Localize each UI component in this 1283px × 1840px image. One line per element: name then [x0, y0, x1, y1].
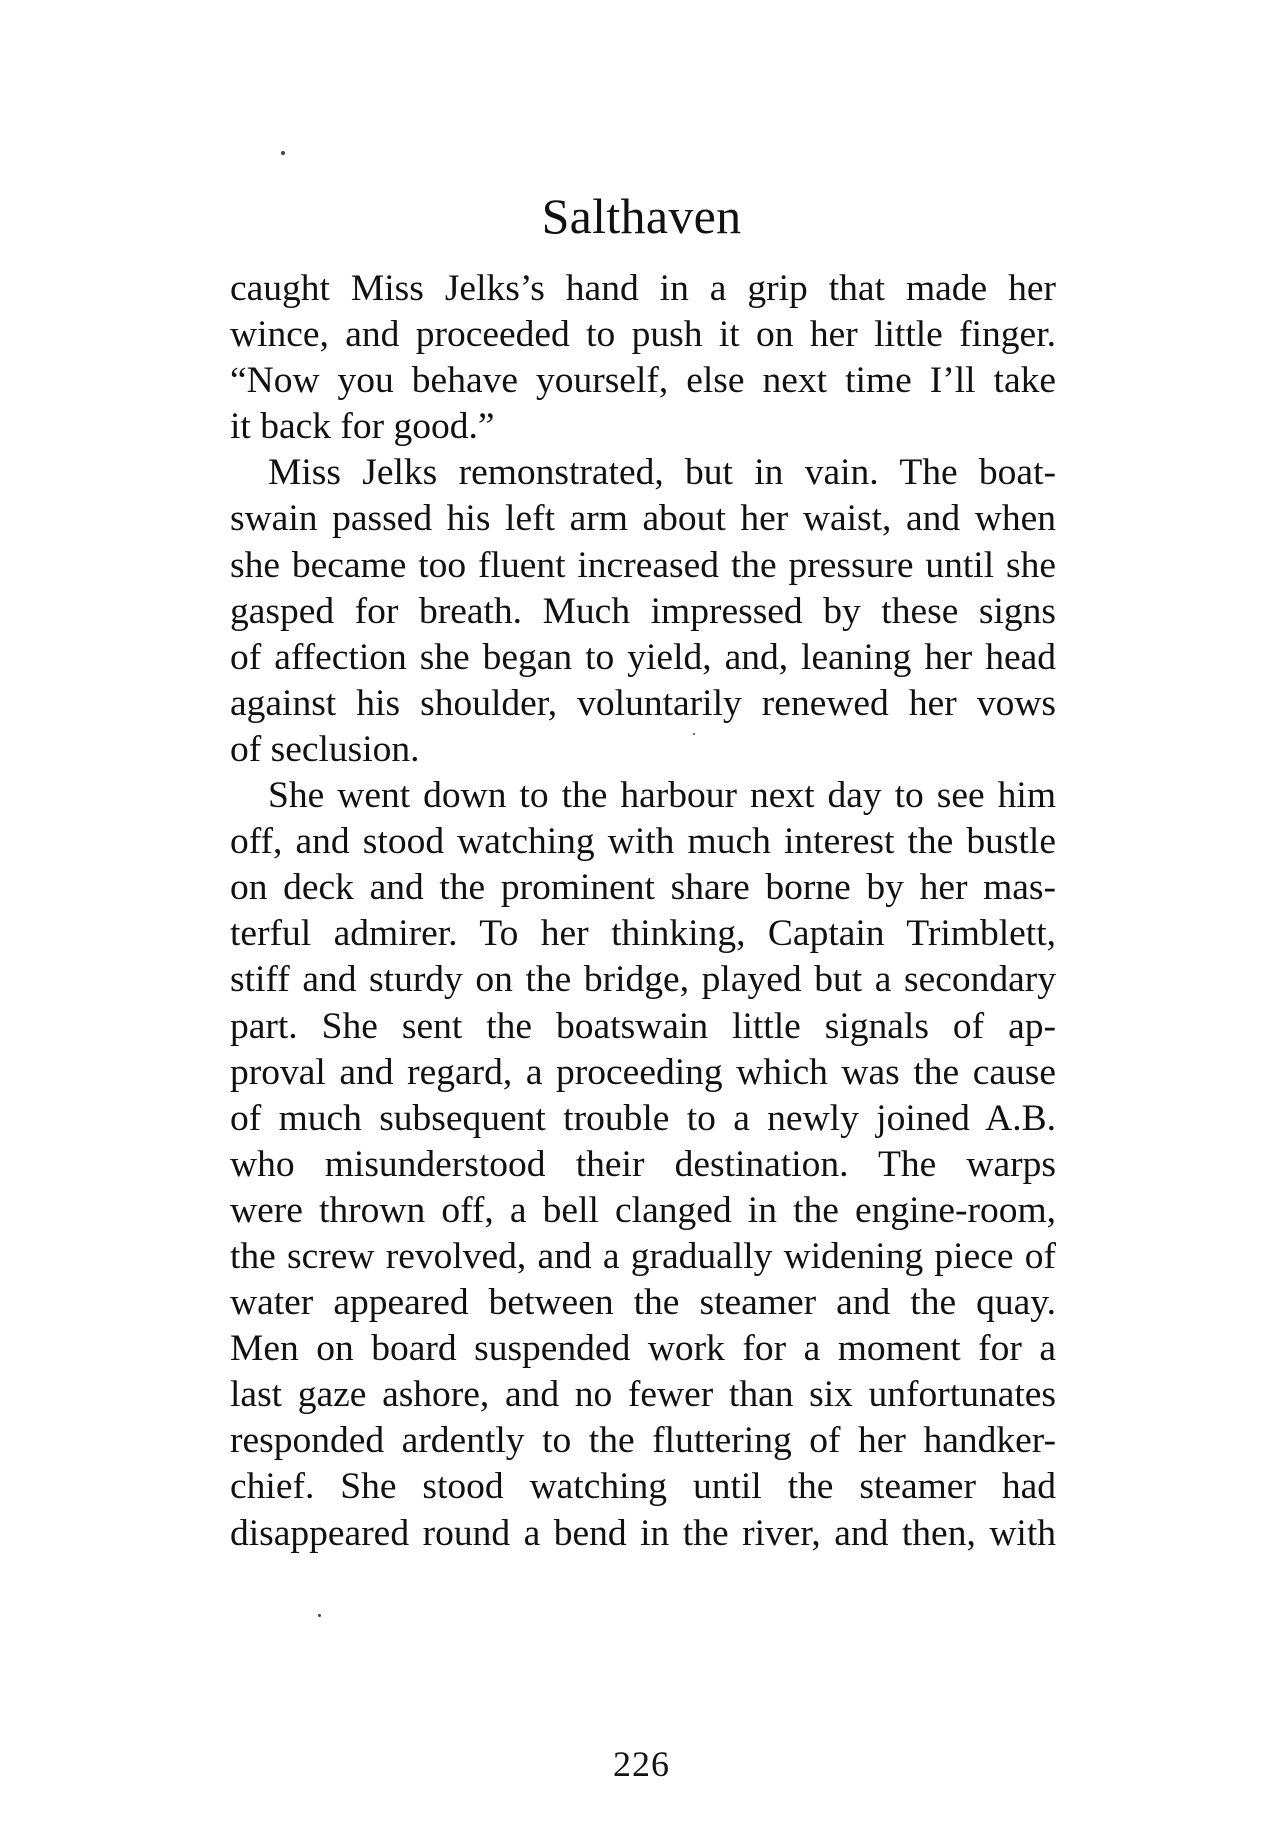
text-line: terful admirer. To her thinking, Captain Trimblett, — [230, 913, 1056, 955]
text-line: stiff and sturdy on the bridge, played but a secondary — [230, 959, 1056, 1001]
text-line: Men on board suspended work for a moment for a — [230, 1328, 1056, 1370]
page-number: 226 — [613, 1744, 670, 1784]
text-line: chief. She stood watching until the steamer had — [230, 1466, 1056, 1508]
text-line: against his shoulder, voluntarily renewed her vows — [230, 682, 1056, 724]
text-line: Miss Jelks remonstrated, but in vain. The boat- — [268, 452, 1056, 494]
text-line: were thrown off, a bell clanged in the engine-room, — [230, 1189, 1056, 1231]
text-line: water appeared between the steamer and the quay. — [230, 1282, 1056, 1324]
text-line: swain passed his left arm about her waist, and when — [230, 498, 1056, 540]
text-line: of affection she began to yield, and, leaning her head — [230, 636, 1056, 678]
text-line: responded ardently to the fluttering of her handker- — [230, 1420, 1056, 1462]
text-line: She went down to the harbour next day to see him — [268, 775, 1056, 817]
text-line: proval and regard, a proceeding which was the cause — [230, 1051, 1056, 1093]
text-line: off, and stood watching with much interest the bustle — [230, 821, 1056, 863]
text-line: last gaze ashore, and no fewer than six unfortunates — [230, 1374, 1056, 1416]
text-line: of much subsequent trouble to a newly joined A.B. — [230, 1097, 1056, 1139]
text-line: of seclusion. — [230, 728, 420, 770]
text-line: the screw revolved, and a gradually widening piece of — [230, 1235, 1056, 1277]
text-line: caught Miss Jelks’s hand in a grip that made her — [230, 268, 1056, 309]
text-line: gasped for breath. Much impressed by these signs — [230, 590, 1056, 632]
print-speck — [318, 1614, 321, 1617]
text-line: on deck and the prominent share borne by her mas- — [230, 867, 1056, 909]
text-line: she became too fluent increased the pressure until she — [230, 544, 1056, 586]
print-speck — [281, 151, 285, 155]
body-text — [230, 266, 1056, 1557]
running-head: Salthaven — [541, 188, 742, 244]
text-line: who misunderstood their destination. The warps — [230, 1143, 1056, 1185]
text-line: it back for good.” — [230, 406, 495, 448]
text-line: disappeared round a bend in the river, and then, with — [230, 1512, 1056, 1554]
text-line: part. She sent the boatswain little signals of ap- — [230, 1005, 1056, 1047]
text-line: wince, and proceeded to push it on her little finger. — [230, 314, 1056, 356]
text-line: “Now you behave yourself, else next time I’ll take — [230, 360, 1056, 402]
